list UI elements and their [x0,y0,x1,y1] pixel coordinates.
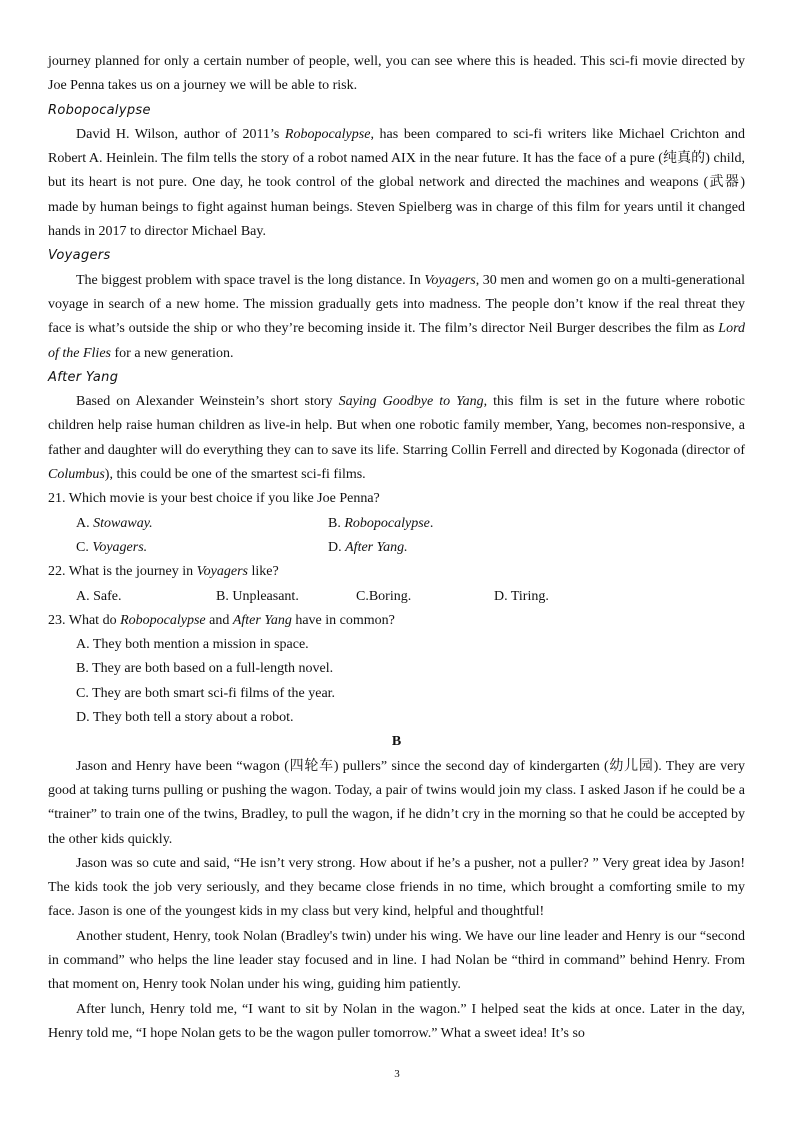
page-number: 3 [394,1068,400,1080]
question-21-stem: 21. Which movie is your best choice if you like Joe Penna? [48,491,380,507]
question-21-options-row2 [48,536,745,560]
question-21-option-c: C. Voyagers. [76,539,148,555]
question-21-option-d: D. After Yang. [328,539,408,555]
intro-paragraph: journey planned for only a certain number of people, well, you can see where this is headed. This sci-fi movie directed by Joe Penna takes us on a journey we will be able to risk. [48,54,745,94]
question-22-stem: 22. What is the journey in Voyagers like? [48,564,279,580]
part-b-paragraph-1: Jason and Henry have been “wagon (四轮车) pullers” since the second day of kindergarten (幼儿园). They are very good at taking turns pulling or pushing the wagon. Today, a pair of twins would join my class. I asked Jason if he could be a “trainer” to train one of the twins, Bradley, to pull the wagon, if he didn’t cry in the morning so that he could be accepted by the other kids quickly. [48,758,745,847]
robopocalypse-paragraph: David H. Wilson, author of 2011’s Robopocalypse, has been compared to sci-fi writers like Michael Crichton and Robert A. Heinlein. The film tells the story of a robot named AIX in the near future. It has the face of a pure (纯真的) child, but its heart is not pure. One day, he took control of the global network and directed the machines and weapons (武器) made by human beings to fight against human beings. Steven Spielberg was in charge of this film for years until it changed hands in 2017 to director Michael Bay. [48,126,745,240]
question-22-option-d: D. Tiring. [494,588,549,604]
part-b-title: B [391,734,402,750]
question-21-options-row1 [48,512,745,536]
question-21-option-b: B. Robopocalypse. [328,515,434,531]
question-23-option-b: B. They are both based on a full-length novel. [76,661,334,677]
question-22-option-a: A. Safe. [76,588,122,604]
document-page [48,50,745,1046]
section-heading-voyagers: Voyagers [48,248,111,264]
part-b-paragraph-4: After lunch, Henry told me, “I want to sit by Nolan in the wagon.” I helped seat the kids at once. Later in the day, Henry told me, “I hope Nolan gets to be the wagon puller tomorrow.” What a sweet idea! It’s so [48,1001,745,1041]
question-23-stem: 23. What do Robopocalypse and After Yang have in common? [48,612,395,628]
question-21-option-a: A. Stowaway. [76,515,153,531]
question-22-option-b: B. Unpleasant. [216,588,299,604]
voyagers-paragraph: The biggest problem with space travel is the long distance. In Voyagers, 30 men and women go on a multi-generational voyage in search of a new home. The mission gradually gets into madness. The people don’t know if the real threat they face is what’s outside the ship or who they’re becoming inside it. The film’s director Neil Burger describes the film as Lord of the Flies for a new generation. [48,272,745,361]
part-b-paragraph-3: Another student, Henry, took Nolan (Bradley's twin) under his wing. We have our line leader and Henry is our “second in command” who helps the line leader stay focused and in line. I had Nolan be “third in command” behind Henry. From that moment on, Henry took Nolan under his wing, guiding him patiently. [48,928,745,993]
question-23-option-d: D. They both tell a story about a robot. [76,710,294,726]
section-heading-after-yang: After Yang [48,369,119,385]
question-23-option-c: C. They are both smart sci-fi films of the year. [76,685,336,701]
part-b-paragraph-2: Jason was so cute and said, “He isn’t very strong. How about if he’s a pusher, not a puller? ” Very great idea by Jason! The kids took the job very seriously, and they became close friends in no time, which brought a comforting smile to my face. Jason is one of the youngest kids in my class but very kind, helpful and thoughtful! [48,855,745,920]
section-heading-robopocalypse: Robopocalypse [48,102,151,118]
question-23-option-a: A. They both mention a mission in space. [76,637,309,653]
question-22-option-c: C.Boring. [356,588,412,604]
after-yang-paragraph: Based on Alexander Weinstein’s short story Saying Goodbye to Yang, this film is set in the future where robotic children help raise human children as live-in help. But when one robotic family member, Yang, becomes non-responsive, a father and daughter will do everything they can to save its life. Starring Collin Ferrell and directed by Kogonada (director of Columbus), this could be one of the smartest sci-fi films. [48,394,745,483]
question-22-options [48,585,745,609]
